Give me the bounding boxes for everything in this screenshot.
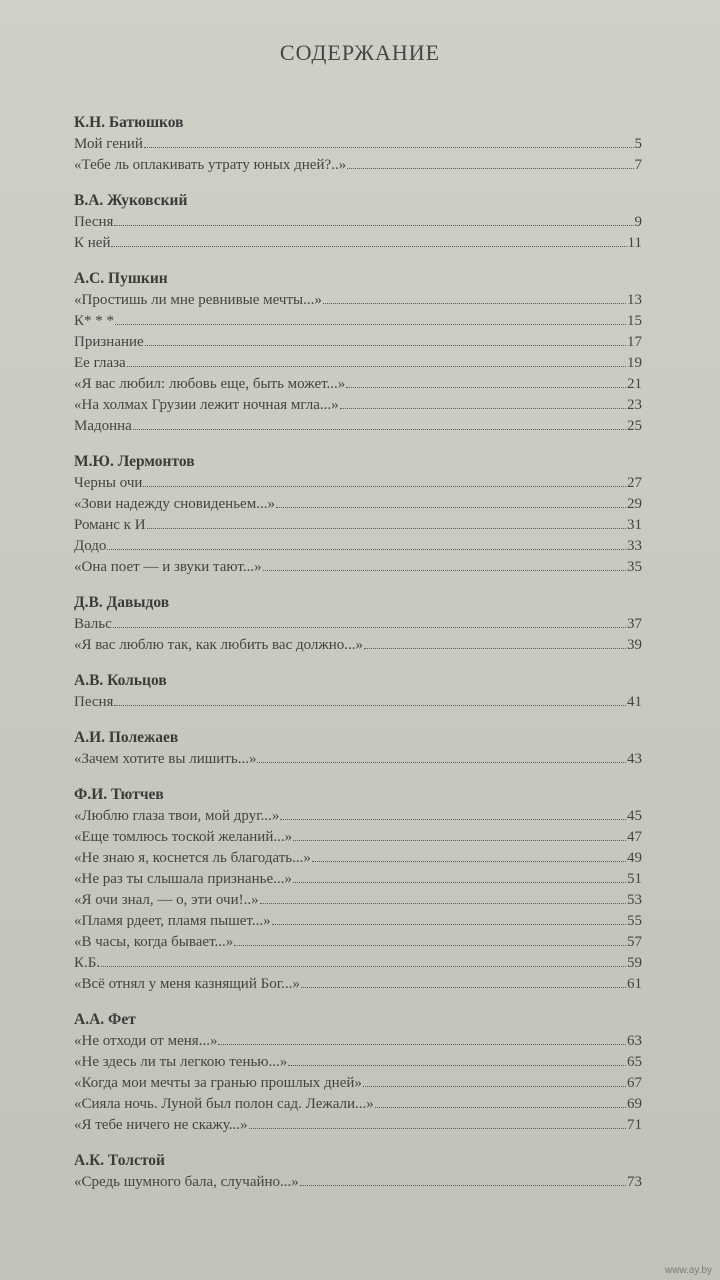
dot-leader [114, 692, 626, 706]
entry-page-number: 35 [627, 559, 642, 575]
toc-entry [74, 1073, 642, 1094]
entry-title: «В часы, когда бывает...» [74, 934, 234, 950]
dot-leader [218, 1031, 626, 1045]
table-of-contents [74, 112, 642, 1207]
entry-title: «На холмах Грузии лежит ночная мгла...» [74, 397, 339, 413]
dot-leader [300, 1172, 626, 1186]
entry-page-number: 39 [627, 637, 642, 653]
entry-page-number: 53 [627, 892, 642, 908]
toc-section [74, 1009, 642, 1136]
entry-page-number: 43 [627, 751, 642, 767]
toc-entry [74, 890, 642, 911]
entry-title: Мой гений [74, 136, 143, 152]
toc-section [74, 112, 642, 176]
entry-title: «Простишь ли мне ревнивые мечты...» [74, 292, 322, 308]
dot-leader [260, 890, 626, 904]
entry-title: Додо [74, 538, 107, 554]
dot-leader [133, 416, 626, 430]
toc-section [74, 727, 642, 770]
entry-title: «Она поет — и звуки тают...» [74, 559, 262, 575]
dot-leader [301, 974, 626, 988]
toc-entry [74, 290, 642, 311]
dot-leader [280, 806, 626, 820]
entry-title: «Зачем хотите вы лишить...» [74, 751, 257, 767]
entry-title: «Я вас люблю так, как любить вас должно...» [74, 637, 364, 653]
author-heading: Ф.И. Тютчев [74, 786, 164, 803]
entry-page-number: 9 [634, 214, 642, 230]
toc-entry [74, 212, 642, 233]
author-heading: К.Н. Батюшков [74, 114, 184, 131]
entry-page-number: 55 [627, 913, 642, 929]
entry-title: «Всё отнял у меня казнящий Бог...» [74, 976, 300, 992]
entry-page-number: 67 [627, 1075, 642, 1091]
toc-entry [74, 332, 642, 353]
entry-page-number: 63 [627, 1033, 642, 1049]
dot-leader [346, 374, 626, 388]
toc-entry [74, 911, 642, 932]
entry-title: «Не здесь ли ты легкою тенью...» [74, 1054, 288, 1070]
page-title: СОДЕРЖАНИЕ [279, 40, 441, 65]
toc-entry [74, 806, 642, 827]
dot-leader [272, 911, 626, 925]
entry-title: «Когда мои мечты за гранью прошлых дней» [74, 1075, 362, 1091]
toc-entry [74, 353, 642, 374]
dot-leader [347, 155, 633, 169]
toc-entry [74, 134, 642, 155]
entry-title: «Не раз ты слышала признанье...» [74, 871, 292, 887]
entry-title: К* * * [74, 313, 115, 329]
toc-entry [74, 974, 642, 995]
entry-title: «Не отходи от меня...» [74, 1033, 218, 1049]
author-heading: А.А. Фет [74, 1011, 136, 1028]
entry-title: «Люблю глаза твои, мой друг...» [74, 808, 280, 824]
toc-entry [74, 494, 642, 515]
entry-page-number: 31 [627, 517, 642, 533]
toc-section [74, 451, 642, 578]
entry-title: Черны очи [74, 475, 143, 491]
dot-leader [364, 635, 626, 649]
entry-page-number: 15 [627, 313, 642, 329]
entry-page-number: 7 [634, 157, 642, 173]
toc-entry [74, 473, 642, 494]
entry-page-number: 73 [627, 1174, 642, 1190]
toc-entry [74, 1115, 642, 1136]
toc-entry [74, 827, 642, 848]
entry-page-number: 65 [627, 1054, 642, 1070]
dot-leader [144, 134, 634, 148]
author-heading: В.А. Жуковский [74, 192, 188, 209]
entry-page-number: 25 [627, 418, 642, 434]
entry-title: «Я вас любил: любовь еще, быть может...» [74, 376, 346, 392]
dot-leader [363, 1073, 626, 1087]
entry-page-number: 37 [627, 616, 642, 632]
entry-title: «Пламя рдеет, пламя пышет...» [74, 913, 271, 929]
dot-leader [113, 614, 626, 628]
entry-title: Вальс [74, 616, 112, 632]
entry-title: «Я тебе ничего не скажу...» [74, 1117, 248, 1133]
entry-page-number: 23 [627, 397, 642, 413]
entry-title: К.Б. [74, 955, 101, 971]
toc-entry [74, 155, 642, 176]
toc-entry [74, 1031, 642, 1052]
dot-leader [249, 1115, 626, 1129]
entry-page-number: 59 [627, 955, 642, 971]
dot-leader [234, 932, 626, 946]
entry-title: К ней [74, 235, 111, 251]
toc-entry [74, 692, 642, 713]
toc-entry [74, 614, 642, 635]
entry-page-number: 71 [627, 1117, 642, 1133]
toc-entry [74, 395, 642, 416]
entry-page-number: 21 [627, 376, 642, 392]
dot-leader [111, 233, 626, 247]
author-heading: Д.В. Давыдов [74, 594, 170, 611]
entry-page-number: 27 [627, 475, 642, 491]
dot-leader [276, 494, 626, 508]
entry-page-number: 61 [627, 976, 642, 992]
entry-title: Мадонна [74, 418, 132, 434]
author-heading: М.Ю. Лермонтов [74, 453, 195, 470]
dot-leader [101, 953, 626, 967]
dot-leader [375, 1094, 626, 1108]
entry-title: «Сияла ночь. Луной был полон сад. Лежали...» [74, 1096, 374, 1112]
entry-page-number: 29 [627, 496, 642, 512]
entry-page-number: 33 [627, 538, 642, 554]
entry-page-number: 49 [627, 850, 642, 866]
entry-title: Песня [74, 214, 114, 230]
entry-title: Песня [74, 694, 114, 710]
toc-entry [74, 233, 642, 254]
author-heading: А.С. Пушкин [74, 270, 168, 287]
entry-page-number: 57 [627, 934, 642, 950]
dot-leader [263, 557, 626, 571]
dot-leader [127, 353, 626, 367]
toc-entry [74, 557, 642, 578]
toc-section [74, 1150, 642, 1193]
toc-entry [74, 515, 642, 536]
toc-section [74, 268, 642, 437]
toc-entry [74, 1094, 642, 1115]
entry-page-number: 13 [627, 292, 642, 308]
dot-leader [312, 848, 626, 862]
entry-page-number: 17 [627, 334, 642, 350]
entry-page-number: 45 [627, 808, 642, 824]
dot-leader [114, 212, 633, 226]
entry-title: Ее глаза [74, 355, 126, 371]
entry-page-number: 11 [627, 235, 642, 251]
dot-leader [340, 395, 626, 409]
toc-entry [74, 869, 642, 890]
toc-entry [74, 635, 642, 656]
entry-title: «Я очи знал, — о, эти очи!..» [74, 892, 259, 908]
dot-leader [147, 515, 626, 529]
toc-entry [74, 932, 642, 953]
watermark-text: www.ay.by [664, 1265, 712, 1276]
entry-title: «Тебе ль оплакивать утрату юных дней?..» [74, 157, 347, 173]
entry-title: Романс к И [74, 517, 146, 533]
entry-title: «Не знаю я, коснется ль благодать...» [74, 850, 311, 866]
toc-entry [74, 848, 642, 869]
toc-entry [74, 953, 642, 974]
toc-entry [74, 311, 642, 332]
toc-entry [74, 749, 642, 770]
dot-leader [323, 290, 626, 304]
entry-page-number: 41 [627, 694, 642, 710]
entry-title: «Зови надежду сновиденьем...» [74, 496, 275, 512]
author-heading: А.В. Кольцов [74, 672, 167, 689]
entry-title: «Средь шумного бала, случайно...» [74, 1174, 299, 1190]
dot-leader [293, 869, 626, 883]
dot-leader [145, 332, 626, 346]
dot-leader [257, 749, 626, 763]
author-heading: А.К. Толстой [74, 1152, 165, 1169]
toc-entry [74, 536, 642, 557]
toc-entry [74, 374, 642, 395]
entry-title: «Еще томлюсь тоской желаний...» [74, 829, 293, 845]
toc-section [74, 784, 642, 995]
dot-leader [143, 473, 626, 487]
entry-page-number: 19 [627, 355, 642, 371]
toc-section [74, 190, 642, 254]
dot-leader [115, 311, 626, 325]
toc-entry [74, 416, 642, 437]
entry-page-number: 51 [627, 871, 642, 887]
toc-entry [74, 1172, 642, 1193]
entry-title: Признание [74, 334, 144, 350]
dot-leader [293, 827, 626, 841]
toc-entry [74, 1052, 642, 1073]
entry-page-number: 5 [634, 136, 642, 152]
toc-section [74, 592, 642, 656]
dot-leader [288, 1052, 626, 1066]
entry-page-number: 47 [627, 829, 642, 845]
author-heading: А.И. Полежаев [74, 729, 179, 746]
toc-section [74, 670, 642, 713]
entry-page-number: 69 [627, 1096, 642, 1112]
dot-leader [107, 536, 626, 550]
